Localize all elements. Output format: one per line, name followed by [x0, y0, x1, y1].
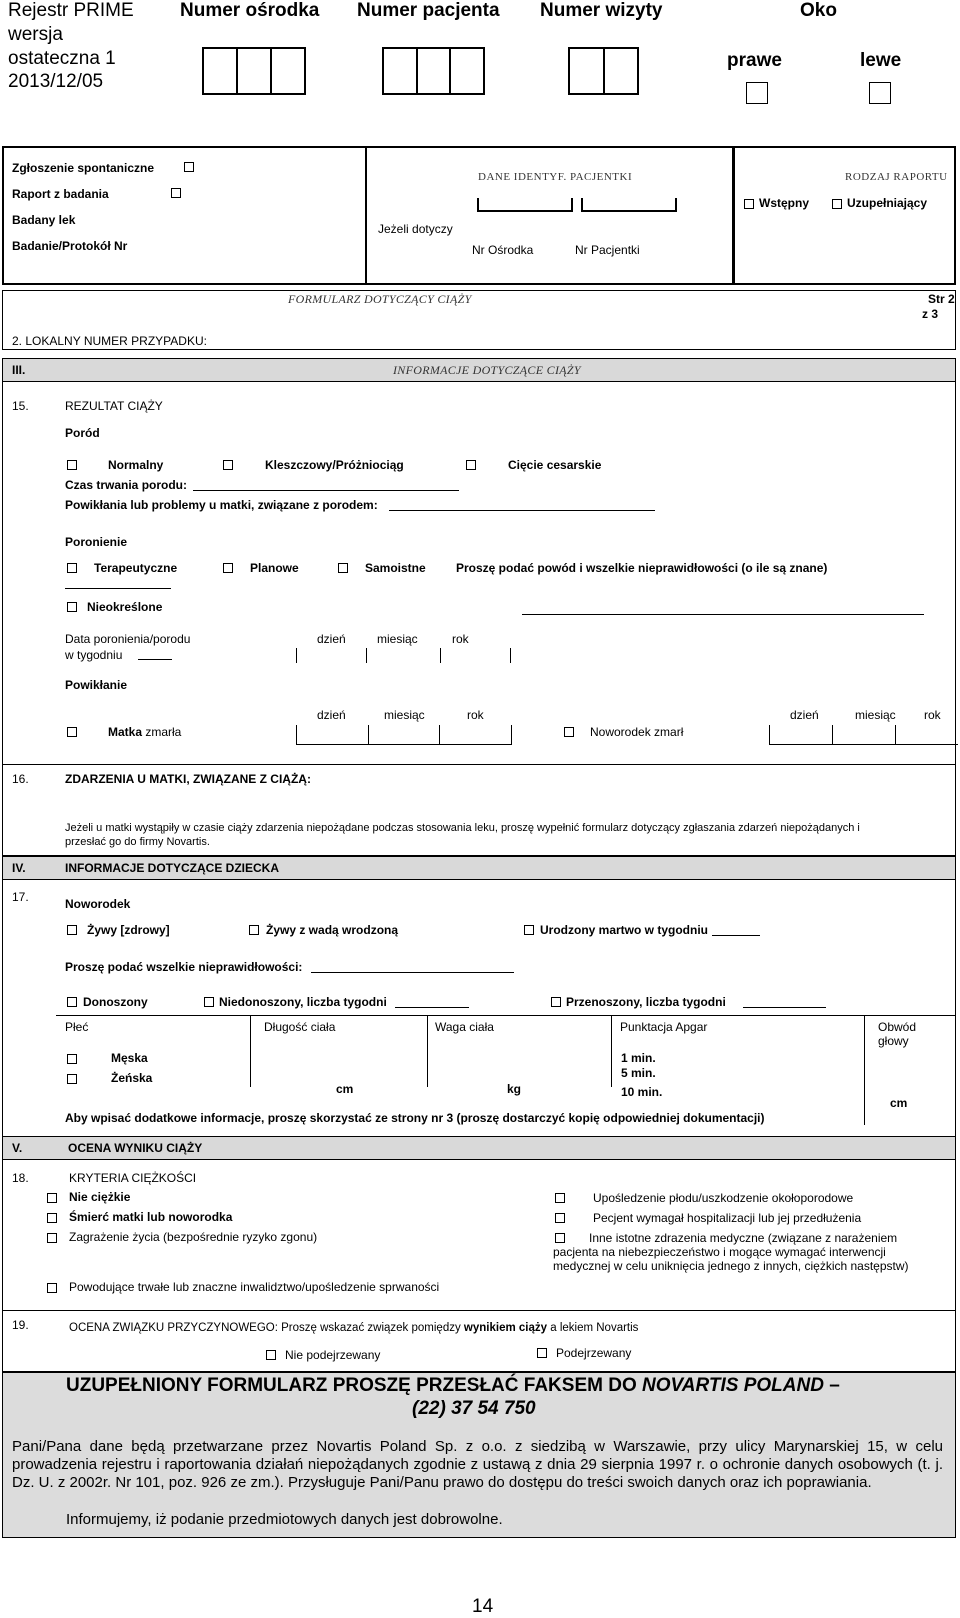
- initial-checkbox[interactable]: [744, 199, 754, 209]
- labour-duration-label: Czas trwania porodu:: [65, 478, 188, 492]
- abnormalities-field[interactable]: [311, 972, 514, 973]
- miscarriage-label: Poronienie: [65, 535, 128, 549]
- mother-death-day-label: dzień: [317, 708, 346, 722]
- visit-number-label: Numer wizyty: [540, 0, 663, 21]
- q17-number: 17.: [12, 890, 29, 904]
- additional-info-note: Aby wpisać dodatkowe informacje, proszę skorzystać ze strony nr 3 (proszę dostarczyć kopię odpowiedniej dokumentacji): [65, 1111, 765, 1125]
- section-3-title: INFORMACJE DOTYCZĄCE CIĄŻY: [393, 363, 581, 377]
- head-circumference-unit: cm: [890, 1096, 908, 1110]
- not-serious-checkbox[interactable]: [47, 1193, 57, 1203]
- alive-healthy-checkbox[interactable]: [67, 925, 77, 935]
- postterm-checkbox[interactable]: [551, 997, 561, 1007]
- not-suspected-label: Nie podejrzewany: [285, 1348, 381, 1362]
- visit-number-boxes[interactable]: [568, 47, 639, 95]
- other-medical-label-3: medycznej w celu uniknięcia jednego z innych, ciężkich następstw): [553, 1259, 909, 1273]
- undetermined-label: Nieokreślone: [87, 600, 163, 614]
- death-checkbox[interactable]: [47, 1213, 57, 1223]
- fetal-damage-label: Upośledzenie płodu/uszkodzenie okołoporodowe: [593, 1191, 854, 1205]
- hospitalization-label: Pecjent wymagał hospitalizacji lub jej przedłużenia: [593, 1211, 862, 1225]
- life-threat-label: Zagrażenie życia (bezpośrednie ryzyko zgonu): [69, 1230, 318, 1244]
- not-suspected-checkbox[interactable]: [266, 1350, 276, 1360]
- initial-label: Wstępny: [759, 196, 810, 210]
- length-label: Długość ciała: [264, 1020, 336, 1034]
- reason-field-long[interactable]: [522, 614, 924, 615]
- weight-unit: kg: [507, 1082, 522, 1096]
- preterm-checkbox[interactable]: [204, 997, 214, 1007]
- other-medical-label-2: pacjenta na niebezpieczeństwo i mogące wymagać interwencji: [553, 1245, 886, 1259]
- study-report-label: Raport z badania: [12, 187, 109, 201]
- mother-complications-label: Powikłania lub problemy u matki, związane z porodem:: [65, 498, 378, 512]
- site-number-field[interactable]: [477, 198, 573, 212]
- voluntary-notice: Informujemy, iż podanie przedmiotowych danych jest dobrowolne.: [66, 1511, 503, 1528]
- local-case-number-label: 2. LOKALNY NUMER PRZYPADKU:: [12, 334, 207, 348]
- spontaneous-miscarriage-label: Samoistne: [365, 561, 426, 575]
- patient-number-boxes[interactable]: [382, 47, 485, 95]
- patient-number-label: Numer pacjenta: [357, 0, 500, 21]
- weeks-field[interactable]: [138, 659, 172, 660]
- suspected-label: Podejrzewany: [556, 1346, 632, 1360]
- normal-delivery-checkbox[interactable]: [67, 460, 77, 470]
- section-4-title: INFORMACJE DOTYCZĄCE DZIECKA: [65, 861, 280, 875]
- hospitalization-checkbox[interactable]: [555, 1213, 565, 1223]
- reason-field-short[interactable]: [65, 588, 171, 589]
- eye-right-label: prawe: [727, 50, 782, 71]
- version-date: 2013/12/05: [8, 71, 104, 92]
- q19-number: 19.: [12, 1318, 29, 1332]
- suspected-checkbox[interactable]: [537, 1348, 547, 1358]
- q15-title: REZULTAT CIĄŻY: [65, 399, 163, 413]
- q18-title: KRYTERIA CIĘŻKOŚCI: [69, 1171, 197, 1185]
- newborn-death-month-label: miesiąc: [855, 708, 896, 722]
- newborn-death-year-label: rok: [924, 708, 941, 722]
- life-threat-checkbox[interactable]: [47, 1233, 57, 1243]
- alive-defect-label: Żywy z wadą wrodzoną: [266, 923, 399, 937]
- weight-label: Waga ciała: [435, 1020, 494, 1034]
- newborn-died-checkbox[interactable]: [564, 727, 574, 737]
- eye-label: Oko: [800, 0, 837, 21]
- privacy-notice: Pani/Pana dane będą przetwarzane przez Novartis Poland Sp. z o.o. z siedzibą w Warszawie, przy ulicy Marynarskiej 15, w celu prowadzenia rejestru i raportowania działań niepożądanych zgodnie z ustawą z dnia 29 sierpnia 1997 r. o ochronie danych osobowych (t. j. Dz. U. z 2002r. Nr 101, poz. 926 ze zm.). Przysługuje Pani/Panu prawo do dostępu do treści swoich danych oraz ich poprawiania.: [12, 1438, 943, 1491]
- preterm-label: Niedonoszony, liczba tygodni: [219, 995, 387, 1009]
- newborn-died-label: Noworodek zmarł: [590, 725, 684, 739]
- registry-title: Rejestr PRIME: [8, 0, 134, 21]
- mother-complications-field[interactable]: [389, 510, 655, 511]
- mother-death-year-label: rok: [467, 708, 484, 722]
- page-of-line1: Str 2: [928, 292, 955, 306]
- postterm-label: Przenoszony, liczba tygodni: [566, 995, 726, 1009]
- apgar-1min-label: 1 min.: [621, 1051, 656, 1065]
- alive-healthy-label: Żywy [zdrowy]: [87, 923, 170, 937]
- therapeutic-label: Terapeutyczne: [94, 561, 178, 575]
- other-medical-label-1: Inne istotne zdrazenia medyczne (związane z narażeniem: [589, 1231, 898, 1245]
- newborn-death-date-field[interactable]: [769, 725, 958, 745]
- cesarean-checkbox[interactable]: [466, 460, 476, 470]
- page-of-line2: z 3: [922, 307, 939, 321]
- disability-label: Powodujące trwałe lub znaczne inwalidztwo/upośledzenie sprwaności: [69, 1280, 440, 1294]
- q16-number: 16.: [12, 772, 29, 786]
- head-circumference-label-1: Obwód: [878, 1020, 917, 1034]
- abnormalities-label: Proszę podać wszelkie nieprawidłowości:: [65, 960, 303, 974]
- patient-id-header: DANE IDENTYF. PACJENTKI: [478, 171, 633, 183]
- fetal-damage-checkbox[interactable]: [555, 1193, 565, 1203]
- section-5-title: OCENA WYNIKU CIĄŻY: [68, 1141, 203, 1155]
- center-number-label: Numer ośrodka: [180, 0, 320, 21]
- section-5-number: V.: [12, 1141, 23, 1155]
- complication-label: Powikłanie: [65, 678, 128, 692]
- alive-defect-checkbox[interactable]: [249, 925, 259, 935]
- not-serious-label: Nie ciężkie: [69, 1190, 131, 1204]
- q16-note-line2: przesłać go do firmy Novartis.: [65, 836, 210, 848]
- patient-number-field[interactable]: [581, 198, 677, 212]
- reason-label: Proszę podać powód i wszelkie nieprawidłowości (o ile są znane): [456, 561, 828, 575]
- stillborn-checkbox[interactable]: [524, 925, 534, 935]
- mother-death-date-field[interactable]: [296, 725, 512, 745]
- term-checkbox[interactable]: [67, 997, 77, 1007]
- q16-note-line1: Jeżeli u matki wystąpiły w czasie ciąży zdarzenia niepożądane podczas stosowania leku, proszę wypełnić formularz dotyczący zgłaszania zdarzeń niepożądanych i: [65, 822, 860, 834]
- stillborn-weeks-field[interactable]: [712, 935, 760, 936]
- labour-duration-field[interactable]: [193, 490, 459, 491]
- mother-died-checkbox[interactable]: [67, 727, 77, 737]
- male-checkbox[interactable]: [67, 1054, 77, 1064]
- if-applicable-label: Jeżeli dotyczy: [378, 222, 453, 236]
- page-number: 14: [472, 1596, 494, 1617]
- newborn-death-day-label: dzień: [790, 708, 819, 722]
- version-line2: ostateczna 1: [8, 48, 116, 69]
- protocol-label: Badanie/Protokół Nr: [12, 239, 128, 253]
- mother-died-label: Matka zmarła: [108, 725, 182, 739]
- section-3-number: III.: [12, 363, 26, 377]
- followup-label: Uzupełniający: [847, 196, 928, 210]
- forceps-label: Kleszczowy/Próżniociąg: [265, 458, 404, 472]
- version-line1: wersja: [8, 24, 63, 45]
- study-report-checkbox[interactable]: [171, 188, 181, 198]
- followup-checkbox[interactable]: [832, 199, 842, 209]
- eye-left-label: lewe: [860, 50, 902, 71]
- spontaneous-label: Zgłoszenie spontaniczne: [12, 161, 155, 175]
- patient-nr-label: Nr Pacjentki: [575, 243, 640, 257]
- date-year-label: rok: [452, 632, 469, 646]
- female-label: Żeńska: [111, 1071, 153, 1085]
- female-checkbox[interactable]: [67, 1074, 77, 1084]
- male-label: Męska: [111, 1051, 148, 1065]
- apgar-10min-label: 10 min.: [621, 1085, 663, 1099]
- fax-number: (22) 37 54 750: [412, 1398, 536, 1419]
- eye-right-checkbox[interactable]: [746, 82, 768, 104]
- cesarean-label: Cięcie cesarskie: [508, 458, 602, 472]
- date-day-label: dzień: [317, 632, 346, 646]
- normal-delivery-label: Normalny: [108, 458, 164, 472]
- section-4-number: IV.: [12, 861, 26, 875]
- q15-number: 15.: [12, 399, 29, 413]
- causality-question: OCENA ZWIĄZKU PRZYCZYNOWEGO: Proszę wskazać związek pomiędzy wynikiem ciąży a lekiem Novartis: [69, 1322, 639, 1334]
- other-medical-checkbox[interactable]: [555, 1233, 565, 1243]
- forceps-checkbox[interactable]: [223, 460, 233, 470]
- q16-title: ZDARZENIA U MATKI, ZWIĄZANE Z CIĄŻĄ:: [65, 772, 311, 786]
- fax-instruction-line1: UZUPEŁNIONY FORMULARZ PROSZĘ PRZESŁAĆ FAKSEM DO NOVARTIS POLAND –: [66, 1375, 840, 1396]
- postterm-weeks-field[interactable]: [743, 1007, 826, 1008]
- disability-checkbox[interactable]: [47, 1283, 57, 1293]
- form-title: FORMULARZ DOTYCZĄCY CIĄŻY: [288, 292, 472, 306]
- apgar-5min-label: 5 min.: [621, 1066, 656, 1080]
- eye-left-checkbox[interactable]: [869, 82, 891, 104]
- study-drug-label: Badany lek: [12, 213, 76, 227]
- center-number-boxes[interactable]: [202, 47, 306, 95]
- weeks-label: w tygodniu: [65, 648, 123, 662]
- planned-label: Planowe: [250, 561, 299, 575]
- miscarriage-date-label: Data poronienia/porodu: [65, 632, 191, 646]
- apgar-label: Punktacja Apgar: [620, 1020, 708, 1034]
- spontaneous-miscarriage-checkbox[interactable]: [338, 563, 348, 573]
- sex-label: Płeć: [65, 1020, 89, 1034]
- length-unit: cm: [336, 1082, 354, 1096]
- mother-death-month-label: miesiąc: [384, 708, 425, 722]
- newborn-label: Noworodek: [65, 897, 131, 911]
- spontaneous-checkbox[interactable]: [184, 162, 194, 172]
- delivery-label: Poród: [65, 426, 100, 440]
- death-label: Śmierć matki lub noworodka: [69, 1210, 233, 1224]
- head-circumference-label-2: głowy: [878, 1034, 909, 1048]
- q18-number: 18.: [12, 1171, 29, 1185]
- term-label: Donoszony: [83, 995, 148, 1009]
- date-month-label: miesiąc: [377, 632, 418, 646]
- stillborn-label: Urodzony martwo w tygodniu: [540, 923, 708, 937]
- planned-checkbox[interactable]: [223, 563, 233, 573]
- therapeutic-checkbox[interactable]: [67, 563, 77, 573]
- site-number-label: Nr Ośrodka: [472, 243, 534, 257]
- report-type-header: RODZAJ RAPORTU: [845, 171, 948, 183]
- undetermined-checkbox[interactable]: [67, 602, 77, 612]
- preterm-weeks-field[interactable]: [395, 1007, 469, 1008]
